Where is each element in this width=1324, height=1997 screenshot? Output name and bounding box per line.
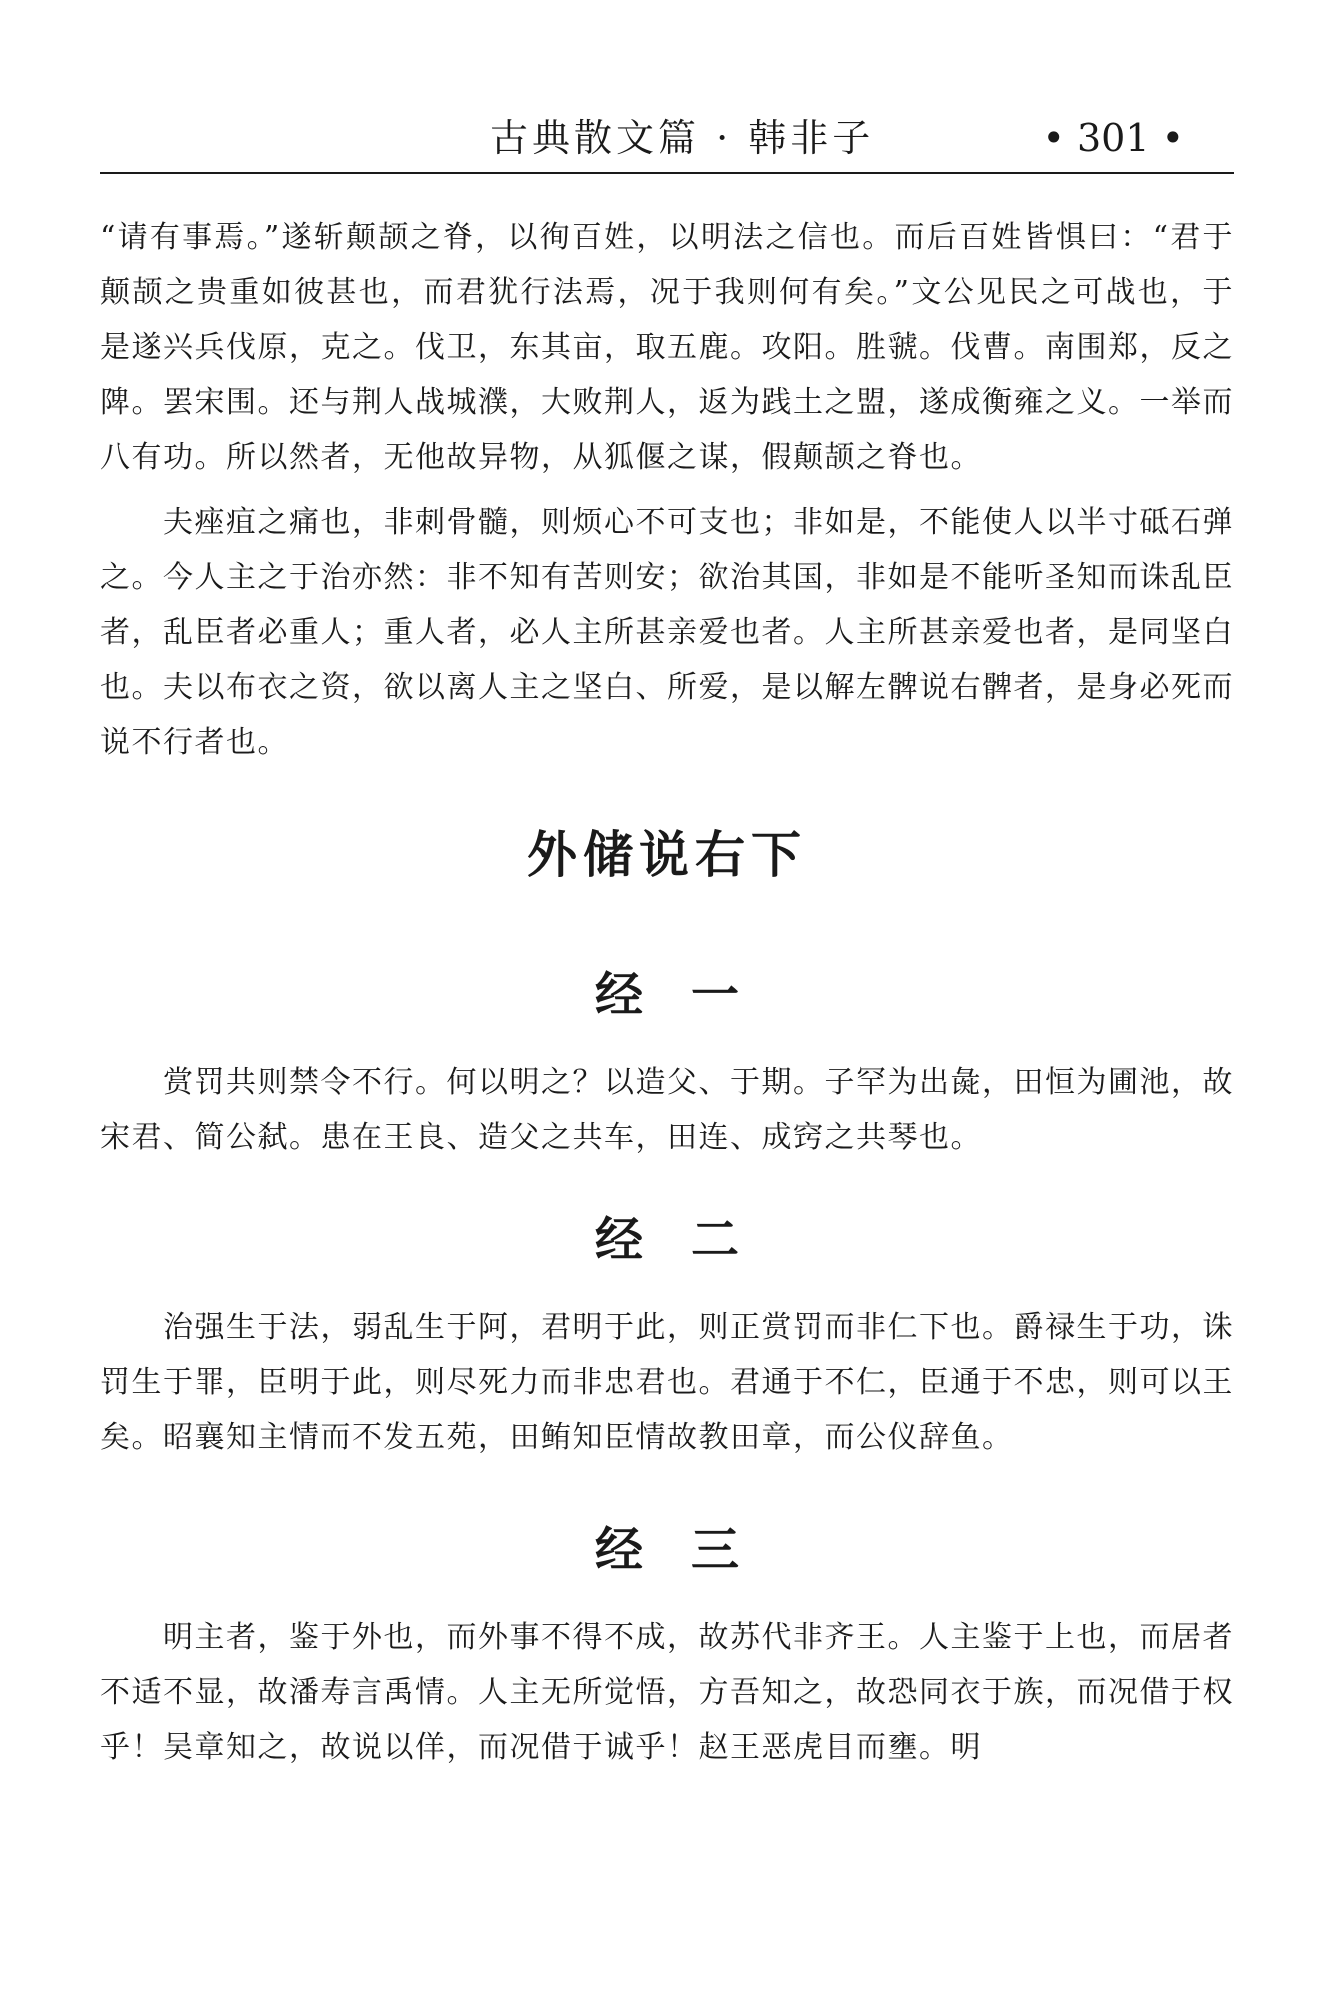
jing-1-text: 赏罚共则禁令不行。何以明之？以造父、于期。子罕为出彘，田恒为圃池，故宋君、简公弑。患在王良、造父之共车，田连、成窍之共琴也。 [100,1065,1234,1155]
paragraph-1: “请有事焉。”遂斩颠颉之脊，以徇百姓，以明法之信也。而后百姓皆惧曰：“君于颠颉之贵重如彼甚也，而君犹行法焉，况于我则何有矣。”文公见民之可战也，于是遂兴兵伐原，克之。伐卫，东其亩，取五鹿。攻阳。胜虢。伐曹。南围郑，反之陴。罢宋围。还与荆人战城濮，大败荆人，返为践土之盟，遂成衡雍之义。一举而八有功。所以然者，无他故异物，从狐偃之谋，假颠颉之脊也。 [100,220,1234,475]
page-number: • 301 • [1042,116,1184,160]
jing-3-text: 明主者，鉴于外也，而外事不得不成，故苏代非齐王。人主鉴于上也，而居者不适不显，故潘寿言禹情。人主无所觉悟，方吾知之，故恐同衣于族，而况借于权乎！吴章知之，故说以佯，而况借于诚乎！赵王恶虎目而壅。明 [100,1620,1234,1765]
header-title: 古典散文篇 · 韩非子 [490,116,875,160]
jing-3-title: 经 三 [594,1522,739,1578]
jing-2-text: 治强生于法，弱乱生于阿，君明于此，则正赏罚而非仁下也。爵禄生于功，诛罚生于罪，臣明于此，则尽死力而非忠君也。君通于不仁，臣通于不忠，则可以王矣。昭襄知主情而不发五苑，田鲔知臣情故教田章，而公仪辞鱼。 [100,1310,1234,1455]
page-content [100,210,1234,1775]
section-title: 外储说右下 [527,826,807,884]
paragraph-2: 夫痤疽之痛也，非刺骨髓，则烦心不可支也；非如是，不能使人以半寸砥石弹之。今人主之于治亦然：非不知有苦则安；欲治其国，非如是不能听圣知而诛乱臣者，乱臣者必重人；重人者，必人主所甚亲爱也者。人主所甚亲爱也者，是同坚白也。夫以布衣之资，欲以离人主之坚白、所爱，是以解左髀说右髀者，是身必死而说不行者也。 [100,505,1234,760]
running-header [100,108,1234,168]
jing-2-title: 经 二 [594,1212,739,1268]
jing-1-title: 经 一 [594,967,739,1023]
header-rule [100,172,1234,174]
